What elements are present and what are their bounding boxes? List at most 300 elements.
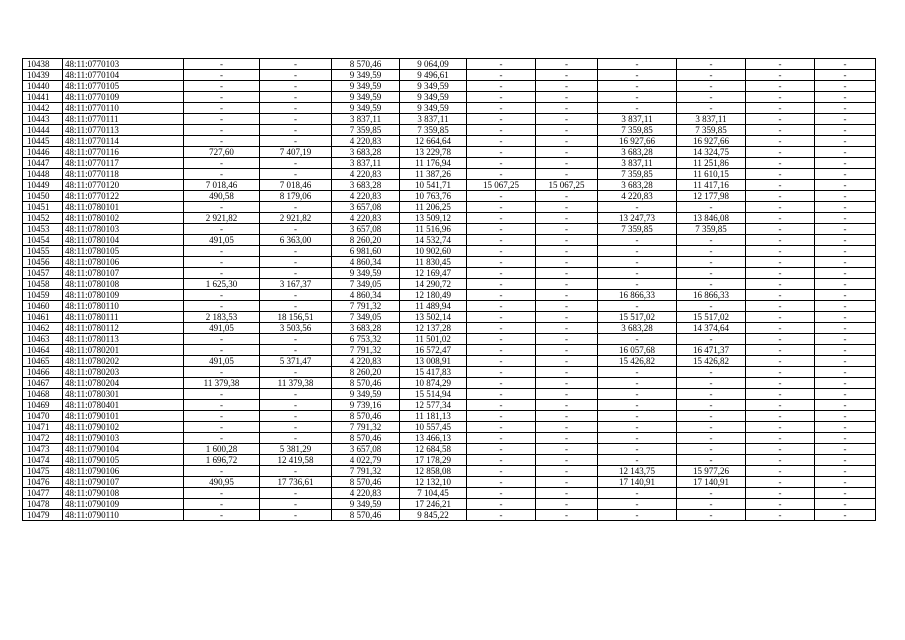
value-cell: -	[815, 279, 876, 290]
value-cell: 14 290,72	[400, 279, 467, 290]
table-row	[23, 488, 876, 499]
value-cell: 7 359,85	[400, 125, 467, 136]
value-cell: -	[184, 367, 260, 378]
table-row	[23, 455, 876, 466]
value-cell: -	[260, 389, 332, 400]
value-cell: 2 921,82	[260, 213, 332, 224]
value-cell: -	[598, 411, 677, 422]
value-cell: -	[815, 499, 876, 510]
value-cell: -	[536, 312, 598, 323]
value-cell: -	[598, 279, 677, 290]
value-cell: 12 143,75	[598, 466, 677, 477]
value-cell: -	[815, 367, 876, 378]
value-cell: 4 860,34	[332, 257, 400, 268]
value-cell: 14 374,64	[677, 323, 746, 334]
value-cell: -	[467, 59, 536, 70]
row-number-cell: 10439	[23, 70, 63, 81]
value-cell: 8 570,46	[332, 510, 400, 521]
value-cell: -	[815, 323, 876, 334]
value-cell: -	[815, 158, 876, 169]
value-cell: -	[677, 411, 746, 422]
value-cell: 16 866,33	[677, 290, 746, 301]
value-cell: -	[536, 466, 598, 477]
table-row	[23, 169, 876, 180]
value-cell: -	[815, 411, 876, 422]
value-cell: -	[536, 455, 598, 466]
row-number-cell: 10456	[23, 257, 63, 268]
value-cell: -	[746, 224, 815, 235]
value-cell: 4 220,83	[332, 488, 400, 499]
table-row	[23, 202, 876, 213]
value-cell: 1 696,72	[184, 455, 260, 466]
value-cell: -	[184, 136, 260, 147]
value-cell: -	[467, 323, 536, 334]
value-cell: 3 837,11	[400, 114, 467, 125]
value-cell: -	[815, 345, 876, 356]
value-cell: -	[536, 334, 598, 345]
value-cell: -	[746, 433, 815, 444]
cadastral-number-cell: 48:11:0770111	[63, 114, 184, 125]
value-cell: -	[467, 70, 536, 81]
value-cell: -	[746, 158, 815, 169]
value-cell: -	[467, 378, 536, 389]
row-number-cell: 10444	[23, 125, 63, 136]
value-cell: -	[260, 488, 332, 499]
row-number-cell: 10467	[23, 378, 63, 389]
value-cell: 3 167,37	[260, 279, 332, 290]
value-cell: -	[467, 81, 536, 92]
value-cell: -	[677, 257, 746, 268]
value-cell: -	[260, 81, 332, 92]
value-cell: -	[815, 389, 876, 400]
value-cell: -	[184, 114, 260, 125]
value-cell: -	[598, 70, 677, 81]
value-cell: -	[815, 400, 876, 411]
value-cell: -	[815, 213, 876, 224]
value-cell: -	[184, 422, 260, 433]
value-cell: 7 104,45	[400, 488, 467, 499]
value-cell: -	[746, 125, 815, 136]
value-cell: 14 532,74	[400, 235, 467, 246]
row-number-cell: 10459	[23, 290, 63, 301]
value-cell: -	[467, 114, 536, 125]
value-cell: -	[536, 510, 598, 521]
row-number-cell: 10440	[23, 81, 63, 92]
value-cell: -	[184, 499, 260, 510]
value-cell: 7 359,85	[598, 169, 677, 180]
value-cell: -	[746, 499, 815, 510]
value-cell: 5 371,47	[260, 356, 332, 367]
value-cell: -	[815, 103, 876, 114]
value-cell: 12 419,58	[260, 455, 332, 466]
value-cell: -	[467, 147, 536, 158]
value-cell: 3 683,28	[598, 323, 677, 334]
value-cell: -	[815, 180, 876, 191]
value-cell: -	[677, 400, 746, 411]
value-cell: -	[677, 455, 746, 466]
value-cell: -	[746, 92, 815, 103]
cadastral-number-cell: 48:11:0780202	[63, 356, 184, 367]
cadastral-number-cell: 48:11:0770122	[63, 191, 184, 202]
value-cell: 15 067,25	[467, 180, 536, 191]
table-row	[23, 246, 876, 257]
value-cell: -	[815, 191, 876, 202]
value-cell: -	[184, 257, 260, 268]
value-cell: 4 220,83	[332, 356, 400, 367]
table-row	[23, 510, 876, 521]
value-cell: -	[536, 136, 598, 147]
value-cell: 11 176,94	[400, 158, 467, 169]
cadastral-number-cell: 48:11:0770120	[63, 180, 184, 191]
table-body	[23, 59, 876, 521]
value-cell: 13 229,78	[400, 147, 467, 158]
cadastral-number-cell: 48:11:0780104	[63, 235, 184, 246]
cadastral-number-cell: 48:11:0780103	[63, 224, 184, 235]
row-number-cell: 10475	[23, 466, 63, 477]
value-cell: -	[260, 334, 332, 345]
value-cell: 17 246,21	[400, 499, 467, 510]
row-number-cell: 10454	[23, 235, 63, 246]
value-cell: 7 407,19	[260, 147, 332, 158]
table-row	[23, 191, 876, 202]
value-cell: -	[467, 224, 536, 235]
row-number-cell: 10457	[23, 268, 63, 279]
value-cell: 9 349,59	[400, 81, 467, 92]
value-cell: 15 426,82	[677, 356, 746, 367]
value-cell: 14 324,75	[677, 147, 746, 158]
value-cell: 7 791,32	[332, 466, 400, 477]
value-cell: 4 220,83	[332, 191, 400, 202]
value-cell: -	[815, 59, 876, 70]
value-cell: 7 791,32	[332, 422, 400, 433]
value-cell: -	[467, 279, 536, 290]
value-cell: -	[677, 334, 746, 345]
value-cell: 491,05	[184, 235, 260, 246]
value-cell: 12 858,08	[400, 466, 467, 477]
value-cell: 6 363,00	[260, 235, 332, 246]
value-cell: -	[184, 400, 260, 411]
value-cell: -	[260, 59, 332, 70]
value-cell: -	[467, 411, 536, 422]
value-cell: -	[746, 213, 815, 224]
value-cell: -	[184, 125, 260, 136]
value-cell: -	[467, 422, 536, 433]
value-cell: 3 683,28	[598, 180, 677, 191]
cadastral-number-cell: 48:11:0790101	[63, 411, 184, 422]
value-cell: -	[260, 136, 332, 147]
value-cell: 2 921,82	[184, 213, 260, 224]
value-cell: -	[598, 246, 677, 257]
value-cell: -	[536, 158, 598, 169]
value-cell: 3 657,08	[332, 202, 400, 213]
value-cell: 3 837,11	[332, 158, 400, 169]
value-cell: -	[536, 279, 598, 290]
row-number-cell: 10461	[23, 312, 63, 323]
value-cell: 8 570,46	[332, 411, 400, 422]
value-cell: 13 509,12	[400, 213, 467, 224]
value-cell: -	[677, 301, 746, 312]
value-cell: 9 349,59	[400, 92, 467, 103]
table-row	[23, 433, 876, 444]
value-cell: -	[677, 235, 746, 246]
cadastral-number-cell: 48:11:0790110	[63, 510, 184, 521]
value-cell: -	[536, 257, 598, 268]
value-cell: 1 625,30	[184, 279, 260, 290]
table-row	[23, 499, 876, 510]
value-cell: -	[746, 367, 815, 378]
table-row	[23, 114, 876, 125]
value-cell: -	[467, 367, 536, 378]
value-cell: -	[746, 323, 815, 334]
value-cell: -	[467, 213, 536, 224]
value-cell: 727,60	[184, 147, 260, 158]
value-cell: 7 359,85	[598, 125, 677, 136]
value-cell: -	[536, 191, 598, 202]
cadastral-number-cell: 48:11:0780105	[63, 246, 184, 257]
table-row	[23, 290, 876, 301]
table-row	[23, 235, 876, 246]
value-cell: 6 753,32	[332, 334, 400, 345]
value-cell: 8 260,20	[332, 367, 400, 378]
value-cell: -	[536, 477, 598, 488]
value-cell: -	[598, 444, 677, 455]
value-cell: -	[184, 103, 260, 114]
table-row	[23, 180, 876, 191]
value-cell: -	[815, 81, 876, 92]
cadastral-number-cell: 48:11:0770118	[63, 169, 184, 180]
value-cell: -	[746, 147, 815, 158]
row-number-cell: 10473	[23, 444, 63, 455]
value-cell: -	[598, 367, 677, 378]
value-cell: -	[677, 444, 746, 455]
value-cell: 8 179,06	[260, 191, 332, 202]
value-cell: 12 169,47	[400, 268, 467, 279]
value-cell: -	[467, 433, 536, 444]
value-cell: 17 178,29	[400, 455, 467, 466]
value-cell: -	[467, 499, 536, 510]
value-cell: 3 683,28	[332, 147, 400, 158]
value-cell: 16 572,47	[400, 345, 467, 356]
cadastral-number-cell: 48:11:0790105	[63, 455, 184, 466]
value-cell: -	[184, 169, 260, 180]
value-cell: -	[536, 488, 598, 499]
value-cell: 4 220,83	[332, 169, 400, 180]
value-cell: -	[746, 411, 815, 422]
value-cell: 7 349,05	[332, 279, 400, 290]
cadastral-number-cell: 48:11:0770117	[63, 158, 184, 169]
value-cell: -	[536, 323, 598, 334]
value-cell: -	[677, 367, 746, 378]
value-cell: -	[467, 158, 536, 169]
value-cell: 8 570,46	[332, 59, 400, 70]
table-row	[23, 477, 876, 488]
value-cell: -	[260, 345, 332, 356]
value-cell: -	[815, 477, 876, 488]
value-cell: 18 156,51	[260, 312, 332, 323]
value-cell: 9 739,16	[332, 400, 400, 411]
value-cell: 16 471,37	[677, 345, 746, 356]
value-cell: 15 426,82	[598, 356, 677, 367]
value-cell: -	[184, 290, 260, 301]
value-cell: -	[746, 268, 815, 279]
value-cell: -	[260, 510, 332, 521]
row-number-cell: 10443	[23, 114, 63, 125]
value-cell: -	[598, 301, 677, 312]
value-cell: -	[260, 290, 332, 301]
cadastral-number-cell: 48:11:0780101	[63, 202, 184, 213]
value-cell: -	[260, 114, 332, 125]
value-cell: -	[677, 389, 746, 400]
value-cell: -	[184, 411, 260, 422]
value-cell: -	[746, 378, 815, 389]
value-cell: 9 496,61	[400, 70, 467, 81]
value-cell: -	[536, 433, 598, 444]
value-cell: -	[815, 290, 876, 301]
value-cell: 4 220,83	[332, 213, 400, 224]
cadastral-number-cell: 48:11:0780111	[63, 312, 184, 323]
row-number-cell: 10463	[23, 334, 63, 345]
value-cell: -	[536, 400, 598, 411]
cadastral-number-cell: 48:11:0770113	[63, 125, 184, 136]
value-cell: -	[598, 378, 677, 389]
value-cell: -	[467, 268, 536, 279]
value-cell: -	[467, 235, 536, 246]
value-cell: -	[598, 389, 677, 400]
cadastral-number-cell: 48:11:0790108	[63, 488, 184, 499]
value-cell: -	[677, 378, 746, 389]
value-cell: 11 251,86	[677, 158, 746, 169]
value-cell: -	[260, 422, 332, 433]
value-cell: -	[598, 81, 677, 92]
value-cell: -	[677, 510, 746, 521]
cadastral-number-cell: 48:11:0770103	[63, 59, 184, 70]
value-cell: -	[746, 103, 815, 114]
value-cell: 9 349,59	[332, 268, 400, 279]
value-cell: -	[536, 59, 598, 70]
value-cell: -	[815, 125, 876, 136]
cadastral-number-cell: 48:11:0790106	[63, 466, 184, 477]
row-number-cell: 10464	[23, 345, 63, 356]
value-cell: 13 466,13	[400, 433, 467, 444]
value-cell: -	[746, 312, 815, 323]
value-cell: -	[815, 268, 876, 279]
value-cell: 7 359,85	[677, 224, 746, 235]
value-cell: -	[536, 235, 598, 246]
value-cell: -	[598, 103, 677, 114]
value-cell: -	[677, 268, 746, 279]
value-cell: -	[815, 510, 876, 521]
cadastral-number-cell: 48:11:0790104	[63, 444, 184, 455]
value-cell: -	[536, 367, 598, 378]
value-cell: -	[184, 246, 260, 257]
row-number-cell: 10476	[23, 477, 63, 488]
value-cell: -	[815, 312, 876, 323]
value-cell: 12 577,34	[400, 400, 467, 411]
value-cell: 16 866,33	[598, 290, 677, 301]
value-cell: -	[677, 202, 746, 213]
cadastral-number-cell: 48:11:0780112	[63, 323, 184, 334]
value-cell: -	[184, 334, 260, 345]
value-cell: -	[677, 70, 746, 81]
value-cell: 491,05	[184, 323, 260, 334]
value-cell: -	[184, 466, 260, 477]
value-cell: -	[536, 147, 598, 158]
table-row	[23, 389, 876, 400]
value-cell: 13 247,73	[598, 213, 677, 224]
value-cell: -	[815, 136, 876, 147]
value-cell: -	[746, 345, 815, 356]
value-cell: 7 359,85	[332, 125, 400, 136]
value-cell: -	[746, 246, 815, 257]
value-cell: -	[746, 301, 815, 312]
value-cell: 3 837,11	[598, 158, 677, 169]
value-cell: -	[598, 268, 677, 279]
value-cell: -	[184, 158, 260, 169]
value-cell: 9 349,59	[332, 92, 400, 103]
value-cell: -	[467, 136, 536, 147]
value-cell: -	[536, 224, 598, 235]
value-cell: 490,58	[184, 191, 260, 202]
value-cell: -	[677, 488, 746, 499]
value-cell: 8 570,46	[332, 378, 400, 389]
value-cell: -	[746, 334, 815, 345]
value-cell: 8 260,20	[332, 235, 400, 246]
row-number-cell: 10458	[23, 279, 63, 290]
table-row	[23, 125, 876, 136]
value-cell: -	[184, 224, 260, 235]
table-row	[23, 444, 876, 455]
value-cell: -	[260, 367, 332, 378]
value-cell: -	[467, 356, 536, 367]
value-cell: -	[184, 268, 260, 279]
value-cell: 490,95	[184, 477, 260, 488]
value-cell: -	[536, 103, 598, 114]
value-cell: -	[467, 488, 536, 499]
row-number-cell: 10469	[23, 400, 63, 411]
value-cell: -	[746, 290, 815, 301]
row-number-cell: 10471	[23, 422, 63, 433]
row-number-cell: 10470	[23, 411, 63, 422]
cadastral-number-cell: 48:11:0790102	[63, 422, 184, 433]
value-cell: -	[815, 466, 876, 477]
value-cell: -	[184, 488, 260, 499]
value-cell: -	[815, 92, 876, 103]
value-cell: 7 791,32	[332, 301, 400, 312]
value-cell: -	[467, 301, 536, 312]
table-row	[23, 345, 876, 356]
value-cell: -	[184, 301, 260, 312]
value-cell: -	[815, 433, 876, 444]
cadastral-number-cell: 48:11:0780201	[63, 345, 184, 356]
cadastral-value-table	[22, 58, 876, 521]
value-cell: -	[467, 202, 536, 213]
value-cell: -	[467, 466, 536, 477]
value-cell: 9 349,59	[332, 389, 400, 400]
value-cell: 10 541,71	[400, 180, 467, 191]
value-cell: 9 349,59	[332, 70, 400, 81]
value-cell: 10 874,29	[400, 378, 467, 389]
value-cell: -	[677, 81, 746, 92]
cadastral-number-cell: 48:11:0780106	[63, 257, 184, 268]
value-cell: -	[746, 279, 815, 290]
value-cell: -	[746, 422, 815, 433]
row-number-cell: 10453	[23, 224, 63, 235]
value-cell: 15 977,26	[677, 466, 746, 477]
value-cell: -	[260, 158, 332, 169]
value-cell: -	[467, 92, 536, 103]
value-cell: -	[536, 92, 598, 103]
value-cell: -	[536, 114, 598, 125]
